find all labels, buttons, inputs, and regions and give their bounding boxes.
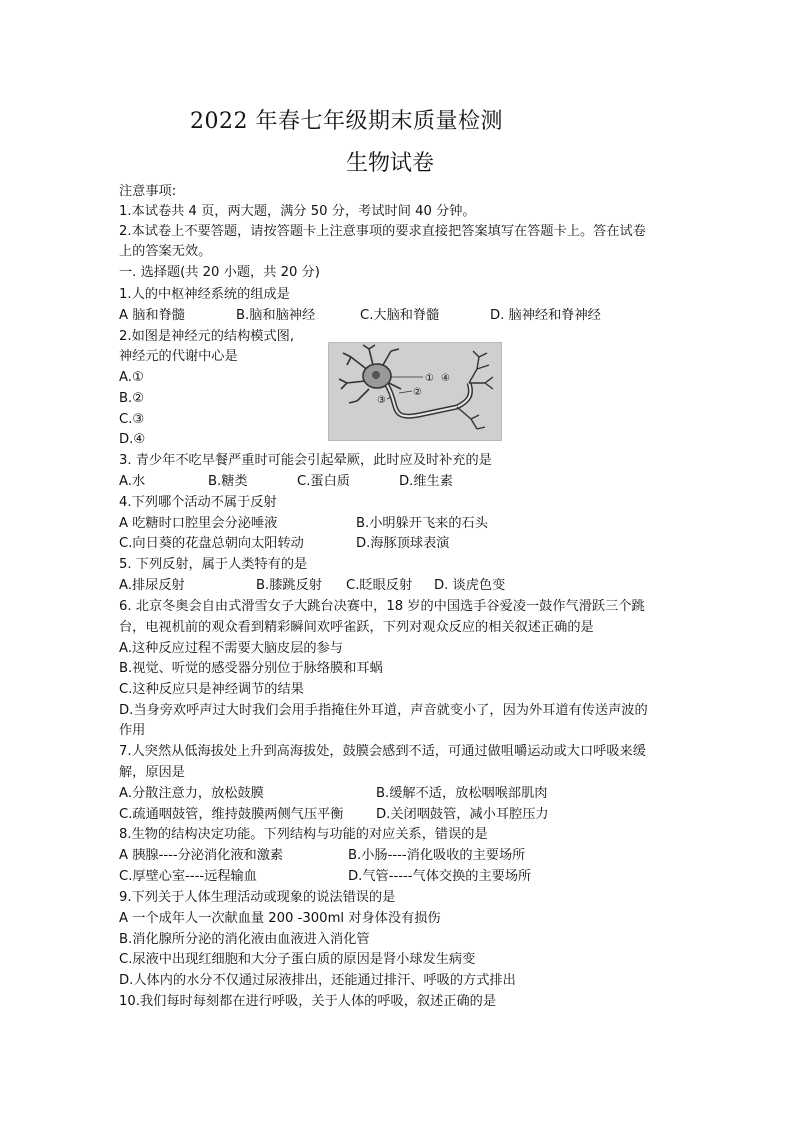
q6-stem-line2: 台，电视机前的观众看到精彩瞬间欢呼雀跃，下列对观众反应的相关叙述正确的是: [119, 620, 594, 635]
q7-option-b: B.缓解不适，放松咽喉部肌肉: [376, 786, 548, 801]
fig-label-1: ①: [425, 373, 434, 384]
q7-stem-line2: 解，原因是: [119, 765, 185, 780]
q6-option-d-line2: 作用: [119, 723, 146, 738]
fig-label-2: ②: [413, 387, 422, 398]
q5-stem: 5. 下列反射，属于人类特有的是: [119, 557, 308, 572]
q6-stem-line1: 6. 北京冬奥会自由式滑雪女子大跳台决赛中，18 岁的中国选手谷爱凌一鼓作气滑跃三个跳: [119, 599, 645, 614]
q9-stem: 9.下列关于人体生理活动或现象的说法错误的是: [119, 890, 396, 905]
q5-option-a: A.排尿反射: [119, 578, 185, 593]
q10-stem: 10.我们每时每刻都在进行呼吸，关于人体的呼吸，叙述正确的是: [119, 994, 497, 1009]
notes-heading: 注意事项:: [119, 184, 177, 199]
q9-option-d: D.人体内的水分不仅通过尿液排出，还能通过排汗、呼吸的方式排出: [119, 973, 516, 988]
q1-stem: 1.人的中枢神经系统的组成是: [119, 287, 290, 302]
note-item-1: 1.本试卷共 4 页，两大题，满分 50 分，考试时间 40 分钟。: [119, 204, 476, 219]
q6-option-d-line1: D.当身旁欢呼声过大时我们会用手指掩住外耳道，声音就变小了，因为外耳道有传送声波的: [119, 703, 648, 718]
q2-option-c: C.③: [119, 412, 145, 427]
q7-stem-line1: 7.人突然从低海拔处上升到高海拔处，鼓膜会感到不适，可通过做咀嚼运动或大口呼吸来缓: [119, 744, 646, 759]
q1-option-b: B.脑和脑神经: [236, 308, 316, 323]
q1-option-c: C.大脑和脊髓: [360, 308, 440, 323]
q4-option-a: A 吃糖时口腔里会分泌唾液: [119, 516, 278, 531]
exam-subtitle: 生物试卷: [346, 151, 435, 176]
q3-option-d: D.维生素: [399, 474, 453, 489]
note-item-2-line1: 2.本试卷上不要答题，请按答题卡上注意事项的要求直接把答案填写在答题卡上。答在试卷: [119, 224, 646, 239]
q9-option-a: A 一个成年人一次献血量 200 -300ml 对身体没有损伤: [119, 911, 441, 926]
q5-option-c: C.眨眼反射: [346, 578, 413, 593]
q5-option-b: B.膝跳反射: [256, 578, 322, 593]
q3-option-c: C.蛋白质: [297, 474, 350, 489]
q6-option-b: B.视觉、听觉的感受器分别位于脉络膜和耳蜗: [119, 661, 383, 676]
q9-option-b: B.消化腺所分泌的消化液由血液进入消化管: [119, 932, 370, 947]
q1-option-a: A 脑和脊髓: [119, 308, 185, 323]
q4-option-b: B.小明躲开飞来的石头: [356, 516, 488, 531]
q4-option-c: C.向日葵的花盘总朝向太阳转动: [119, 536, 304, 551]
q3-option-b: B.糖类: [208, 474, 248, 489]
q8-option-c: C.厚壁心室----远程输血: [119, 869, 257, 884]
q7-option-a: A.分散注意力，放松鼓膜: [119, 786, 264, 801]
q9-option-c: C.尿液中出现红细胞和大分子蛋白质的原因是肾小球发生病变: [119, 952, 476, 967]
q1-option-d: D. 脑神经和脊神经: [490, 308, 601, 323]
q2-option-b: B.②: [119, 391, 145, 406]
q3-stem: 3. 青少年不吃早餐严重时可能会引起晕厥，此时应及时补充的是: [119, 453, 492, 468]
exam-title: 2022 年春七年级期末质量检测: [190, 109, 503, 134]
q8-option-b: B.小肠----消化吸收的主要场所: [348, 848, 526, 863]
q6-option-a: A.这种反应过程不需要大脑皮层的参与: [119, 641, 343, 656]
q2-stem-line1: 2.如图是神经元的结构模式图,: [119, 329, 295, 344]
section-heading: 一. 选择题(共 20 小题，共 20 分): [119, 265, 320, 280]
q2-option-d: D.④: [119, 432, 146, 447]
q8-stem: 8.生物的结构决定功能。下列结构与功能的对应关系，错误的是: [119, 827, 488, 842]
q5-option-d: D. 谈虎色变: [434, 578, 506, 593]
q2-option-a: A.①: [119, 370, 144, 385]
q7-option-c: C.疏通咽鼓管，维持鼓膜两侧气压平衡: [119, 807, 344, 822]
note-item-2-line2: 上的答案无效。: [119, 244, 212, 259]
fig-label-3: ③: [377, 395, 386, 406]
fig-label-4: ④: [441, 373, 450, 384]
neuron-illustration: [329, 343, 501, 440]
q8-option-d: D.气管-----气体交换的主要场所: [348, 869, 532, 884]
q2-stem-line2: 神经元的代谢中心是: [119, 349, 238, 364]
neuron-diagram: [328, 342, 502, 441]
q8-option-a: A 胰腺----分泌消化液和激素: [119, 848, 284, 863]
q7-option-d: D.关闭咽鼓管，减小耳腔压力: [376, 807, 549, 822]
q4-stem: 4.下列哪个活动不属于反射: [119, 495, 277, 510]
q3-option-a: A.水: [119, 474, 146, 489]
q4-option-d: D.海豚顶球表演: [356, 536, 450, 551]
q6-option-c: C.这种反应只是神经调节的结果: [119, 682, 304, 697]
